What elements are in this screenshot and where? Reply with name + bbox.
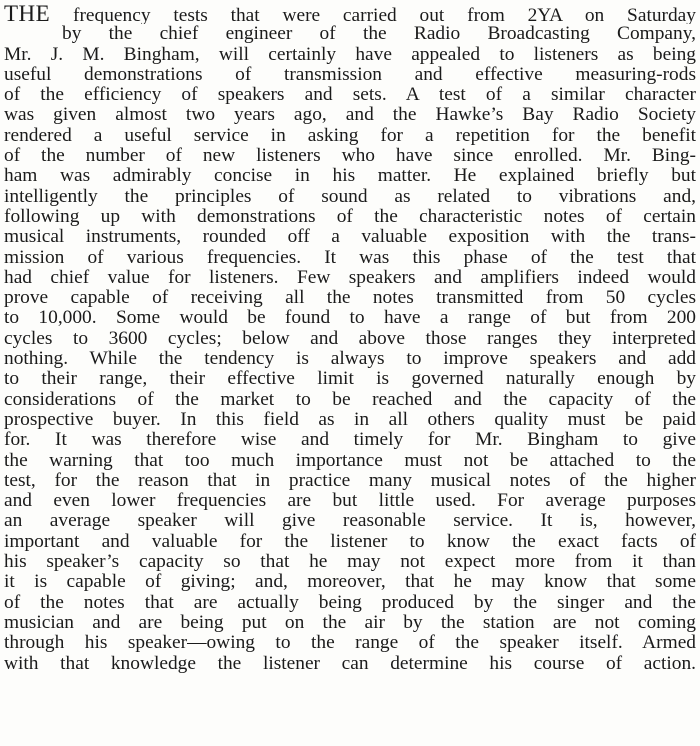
article-line: following up with demonstrations of the characteristic notes of certain — [4, 206, 696, 227]
article-line: considerations of the market to be reached and the capacity of the — [4, 389, 696, 410]
article-line: prove capable of receiving all the notes transmitted from 50 cycles — [4, 288, 696, 309]
article-line: his speaker’s capacity so that he may not expect more from it than — [4, 552, 696, 573]
article-line-last: with that knowledge the listener can determine his course of action. — [4, 653, 696, 674]
article-line: prospective buyer. In this field as in all others quality must be paid — [4, 409, 696, 430]
article-line: was given almost two years ago, and the Hawke’s Bay Radio Society — [4, 105, 696, 126]
article-line: of the efficiency of speakers and sets. A test of a similar character — [4, 85, 696, 106]
article-line: useful demonstrations of transmission and effective measuring-rods — [4, 64, 696, 85]
article-line: had chief value for listeners. Few speakers and amplifiers indeed would — [4, 267, 696, 288]
article-line: musician and are being put on the air by the station are not coming — [4, 612, 696, 633]
article-line: musical instruments, rounded off a valuable exposition with the trans- — [4, 227, 696, 248]
article-line: nothing. While the tendency is always to improve speakers and add — [4, 349, 696, 370]
article-line: to 10,000. Some would be found to have a range of but from 200 — [4, 308, 696, 329]
article-line: intelligently the principles of sound as related to vibrations and, — [4, 186, 696, 207]
article-line: the warning that too much importance must not be attached to the — [4, 450, 696, 471]
article-line: of the number of new listeners who have since enrolled. Mr. Bing- — [4, 146, 696, 167]
article-initial: THE — [4, 4, 51, 25]
article-line: important and valuable for the listener to know the exact facts of — [4, 531, 696, 552]
article-line-first — [4, 4, 696, 24]
article-line: and even lower frequencies are but little used. For average purposes — [4, 491, 696, 512]
article-line: test, for the reason that in practice many musical notes of the higher — [4, 470, 696, 491]
article-line-first-text: frequency tests that were carried out from 2YA on Saturday — [73, 5, 696, 25]
article-line: Mr. J. M. Bingham, will certainly have appealed to listeners as being — [4, 44, 696, 65]
article-line: of the notes that are actually being produced by the singer and the — [4, 592, 696, 613]
article-line: rendered a useful service in asking for a repetition for the benefit — [4, 125, 696, 146]
article-line: by the chief engineer of the Radio Broadcasting Company, — [62, 24, 696, 45]
article-line: mission of various frequencies. It was this phase of the test that — [4, 247, 696, 268]
article-line: to their range, their effective limit is governed naturally enough by — [4, 369, 696, 390]
article-line: through his speaker—owing to the range of the speaker itself. Armed — [4, 633, 696, 654]
article-line: ham was admirably concise in his matter. He explained briefly but — [4, 166, 696, 187]
article-text — [4, 4, 696, 674]
article-line: for. It was therefore wise and timely for Mr. Bingham to give — [4, 430, 696, 451]
article-line: cycles to 3600 cycles; below and above those ranges they interpreted — [4, 328, 696, 349]
article-line: it is capable of giving; and, moreover, that he may know that some — [4, 572, 696, 593]
article-line: an average speaker will give reasonable service. It is, however, — [4, 511, 696, 532]
